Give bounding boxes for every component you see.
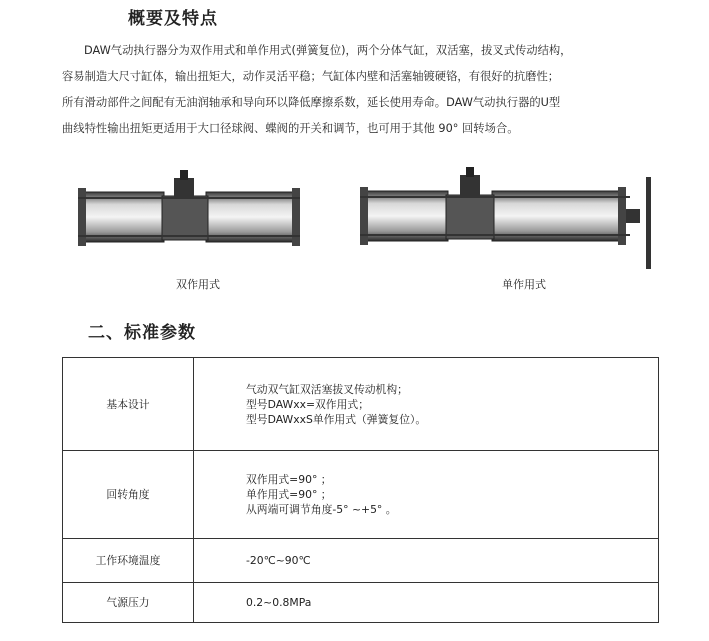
table-row <box>63 583 659 623</box>
row-value <box>194 583 659 623</box>
row-value <box>194 451 659 539</box>
value-line: 型号DAWxxS单作用式（弹簧复位）。 <box>246 412 427 426</box>
value-line: -20℃~90℃ <box>246 554 311 567</box>
value-line: 从两端可调节角度-5° ~+5° 。 <box>246 503 397 516</box>
row-value <box>194 539 659 583</box>
paragraph-line: DAW气动执行器分为双作用式和单作用式(弹簧复位)，两个分体气缸，双活塞，拔叉式传动结构， <box>84 44 572 57</box>
value-line: 单作用式=90° ； <box>246 488 332 501</box>
paragraph-line: 所有滑动部件之间配有无油润轴承和导向环以降低摩擦系数，延长使用寿命。DAW气动执行器的U型 <box>62 96 561 109</box>
single-acting-actuator-image <box>354 165 664 279</box>
value-line: 0.2~0.8MPa <box>246 596 312 609</box>
product-caption: 单作用式 <box>502 278 546 291</box>
table-row <box>63 451 659 539</box>
row-label: 回转角度 <box>63 451 194 539</box>
value-line: 气动双气缸双活塞拔叉传动机构； <box>246 382 408 396</box>
table-row <box>63 539 659 583</box>
section-title-standard-parameters: 二、标准参数 <box>88 323 196 343</box>
table-row <box>63 358 659 451</box>
row-label: 基本设计 <box>63 358 194 451</box>
row-label: 气源压力 <box>63 583 194 623</box>
double-acting-actuator-image <box>74 168 314 262</box>
value-line: 双作用式=90° ； <box>246 473 332 486</box>
row-value <box>194 358 659 451</box>
product-caption: 双作用式 <box>176 278 220 291</box>
parameter-table <box>62 357 659 623</box>
row-label: 工作环境温度 <box>63 539 194 583</box>
overview-paragraph <box>62 38 702 142</box>
value-line: 型号DAWxx=双作用式； <box>246 397 369 411</box>
paragraph-line: 容易制造大尺寸缸体，输出扭矩大，动作灵活平稳；气缸体内壁和活塞轴镀硬铬，有很好的抗磨性； <box>62 70 560 83</box>
section-title-overview: 概要及特点 <box>128 9 218 29</box>
paragraph-line: 曲线特性输出扭矩更适用于大口径球阀、蝶阀的开关和调节，也可用于其他 90° 回转场合。 <box>62 122 519 135</box>
